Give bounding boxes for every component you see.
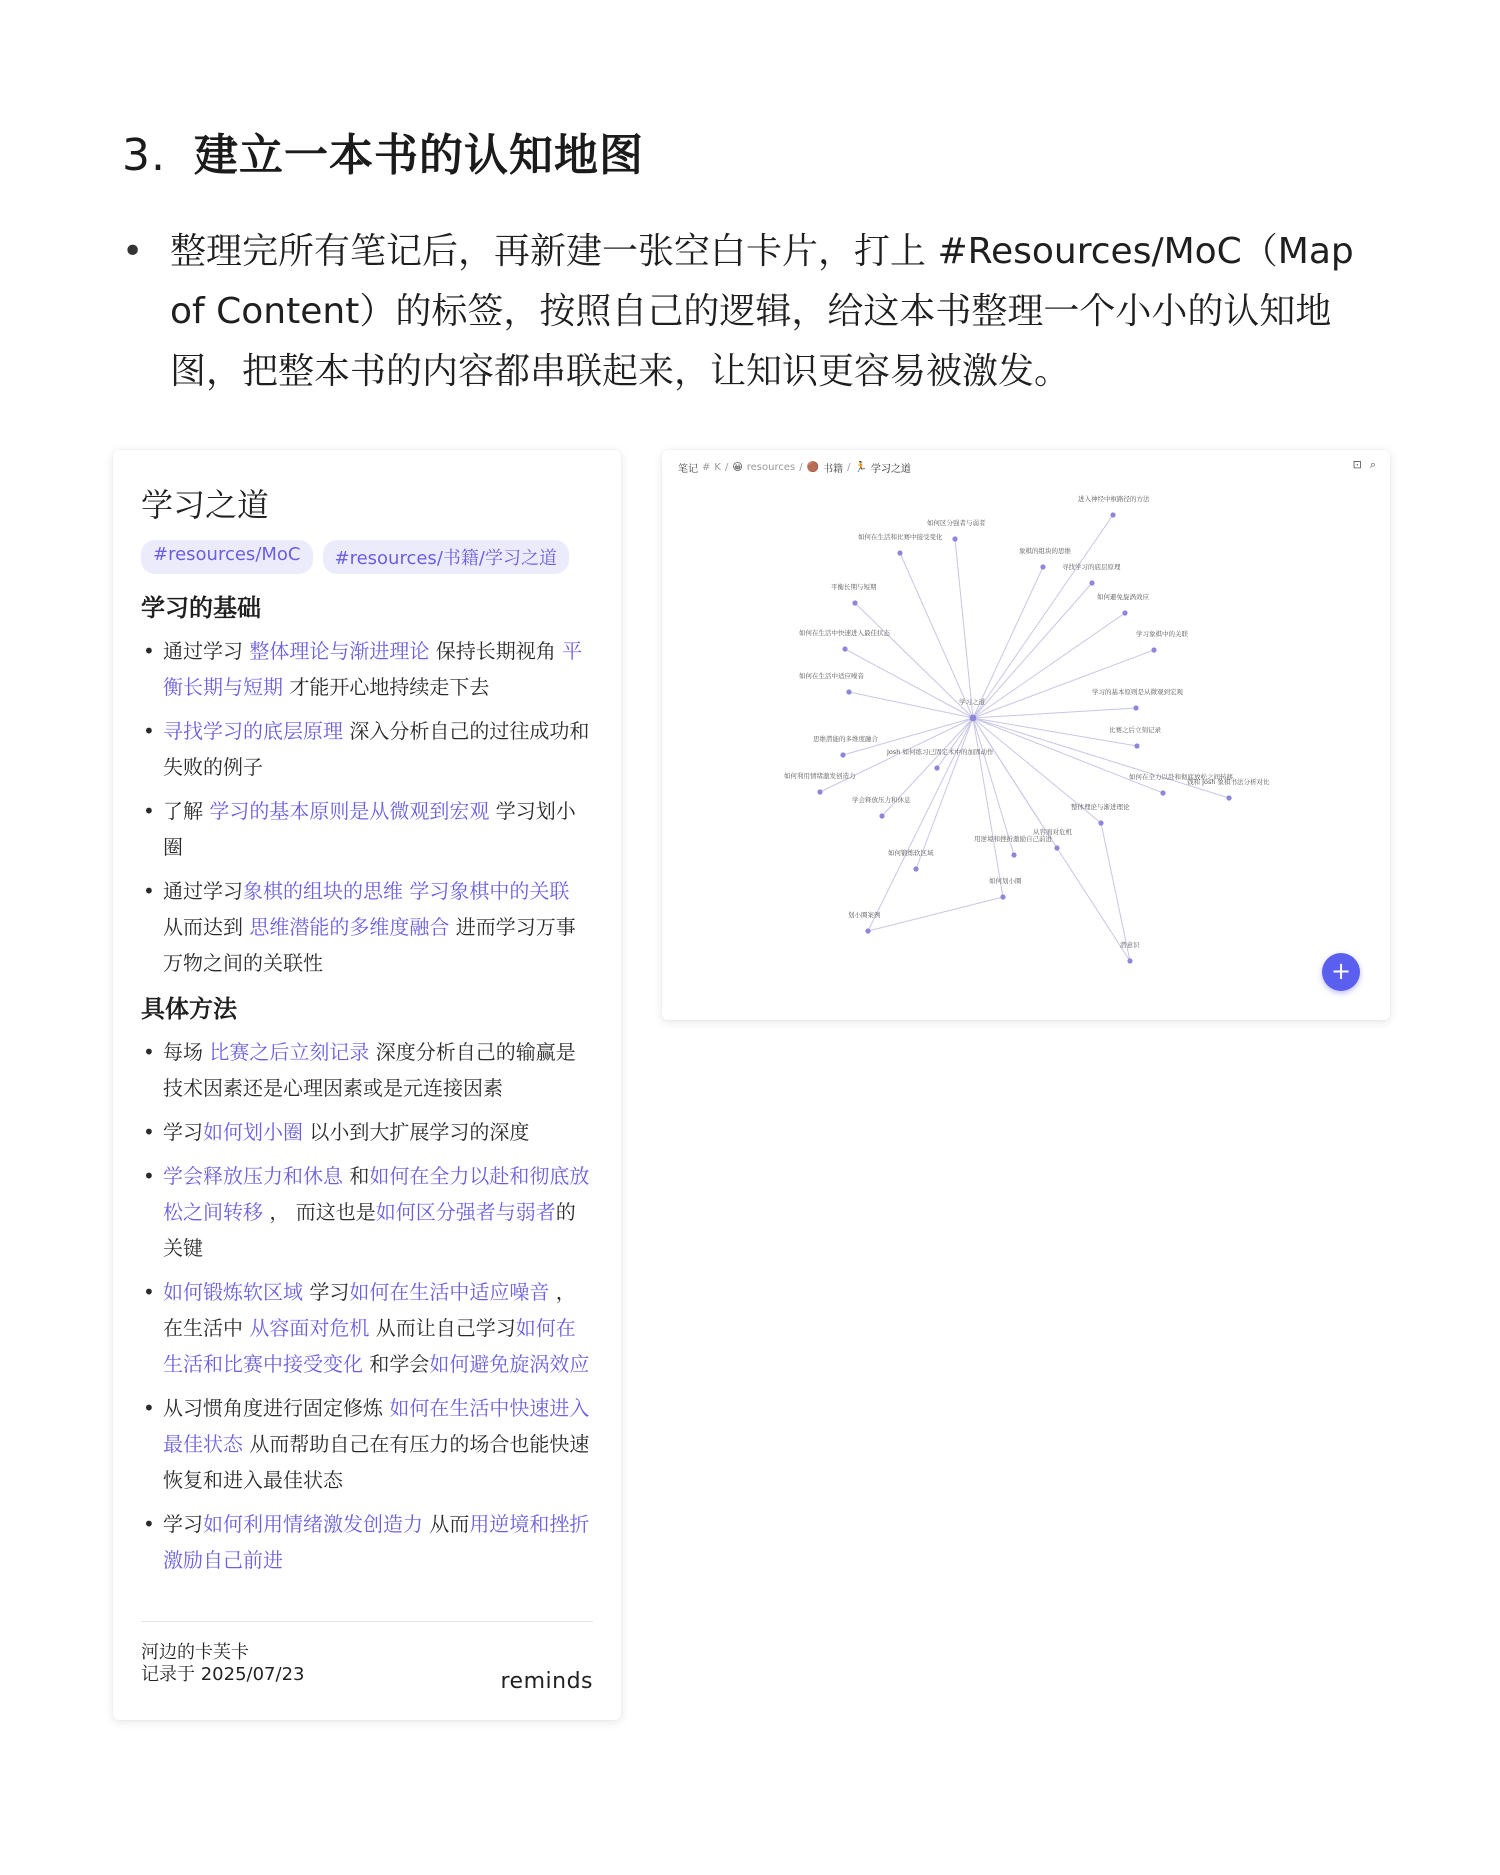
graph-node-label: 如何划小圈 (989, 877, 1022, 885)
graph-node-label: 整体理论与渐进理论 (1071, 803, 1130, 811)
graph-node[interactable] (865, 928, 870, 933)
note-text: 通过学习 (163, 639, 250, 663)
graph-node[interactable] (1040, 564, 1045, 569)
note-text: 的关键 (163, 1200, 576, 1260)
graph-node[interactable] (1098, 820, 1103, 825)
graph-edge (868, 897, 1003, 931)
graph-edge (845, 649, 973, 718)
breadcrumb-item[interactable]: 学习之道 (870, 464, 911, 475)
graph-node-label: 划小圈案例 (848, 911, 881, 919)
note-link[interactable]: 象棋的组块的思维 (243, 879, 403, 903)
list-item (141, 1114, 593, 1150)
note-list (141, 633, 593, 981)
graph-node[interactable] (1054, 845, 1059, 850)
graph-node-label: 如何在生活和比赛中接受变化 (858, 533, 943, 541)
note-text: 学习 (163, 1512, 203, 1536)
graph-node-label: 象棋的组块的思维 (1019, 547, 1071, 555)
breadcrumb-item[interactable]: K (714, 462, 721, 473)
bullet-icon: • (122, 231, 144, 272)
breadcrumb-item[interactable]: resources (746, 462, 796, 473)
breadcrumb-item[interactable]: 🟤 (806, 462, 820, 473)
graph-node[interactable] (952, 536, 957, 541)
graph-edge (900, 553, 973, 718)
bullet-icon: • (143, 1396, 155, 1420)
note-text: 每场 (163, 1040, 210, 1064)
note-text: 从而让自己学习 (369, 1316, 516, 1340)
bullet-icon: • (143, 719, 155, 743)
graph-node[interactable] (897, 550, 902, 555)
note-text: 深度分析自己的输赢是技术因素还是心理因素或是元连接因素 (163, 1040, 576, 1100)
graph-node[interactable] (1089, 580, 1094, 585)
note-link[interactable]: 如何在生活和比赛中接受变化 (163, 1316, 576, 1376)
note-link[interactable]: 学习象棋中的关联 (409, 879, 570, 903)
graph-edge (973, 708, 1136, 718)
graph-node-label: 学会释放压力和休息 (852, 796, 911, 804)
list-item (141, 1390, 593, 1498)
graph-node-label: 如何在生活中适应噪音 (799, 672, 864, 680)
note-link[interactable]: 如何避免旋涡效应 (429, 1352, 590, 1376)
note-text: 从而 (423, 1512, 470, 1536)
note-text: 学习 (303, 1280, 350, 1304)
graph-node[interactable] (1000, 894, 1005, 899)
graph-edge (855, 603, 973, 718)
bullet-icon: • (143, 879, 155, 903)
section-title: 具体方法 (141, 995, 237, 1023)
heading-number: 3. (122, 130, 166, 181)
search-icon[interactable]: ⌕ (1369, 458, 1376, 471)
note-link[interactable]: 寻找学习的底层原理 (163, 719, 343, 743)
graph-node-label: 寻找学习的底层原理 (1062, 563, 1121, 571)
note-text: 保持长期视角 (429, 639, 563, 663)
breadcrumb-item[interactable]: # (702, 462, 711, 473)
note-link[interactable]: 如何划小圈 (203, 1120, 303, 1144)
graph-node[interactable] (1011, 852, 1016, 857)
note-text: 学习划小圈 (163, 799, 576, 859)
list-item (141, 1158, 593, 1266)
graph-node-label: 比赛之后立刻记录 (1109, 726, 1161, 734)
note-text: 通过学习 (163, 879, 243, 903)
tag-list (141, 540, 593, 574)
breadcrumb-item[interactable]: / (799, 462, 803, 473)
note-text: ， 而这也是 (263, 1200, 376, 1224)
list-item (141, 1274, 593, 1382)
breadcrumb-item[interactable]: 笔记 (678, 464, 698, 475)
graph-node-label: 如何在全力以赴和彻底放松之间转移 (1129, 773, 1233, 781)
list-item (141, 1506, 593, 1578)
graph-edge (955, 539, 973, 718)
knowledge-graph[interactable] (662, 450, 1390, 1020)
note-text: 了解 (163, 799, 210, 823)
graph-toolbar (1353, 458, 1376, 472)
graph-node-label: 钱和 Josh 象棋书法分析对比 (1187, 778, 1270, 786)
graph-edge (973, 718, 1229, 798)
bullet-icon: • (143, 1120, 155, 1144)
graph-center-node[interactable] (970, 715, 977, 722)
breadcrumb-item[interactable]: / (847, 462, 851, 473)
list-item (141, 1034, 593, 1106)
layout-icon[interactable]: ⊡ (1352, 458, 1362, 471)
breadcrumb-item[interactable]: 🏃 (854, 462, 867, 473)
note-link[interactable]: 如何利用情绪激发创造力 (203, 1512, 423, 1536)
graph-edge (916, 718, 973, 869)
graph-node-label: Josh 如何练习已固定术中的加固动作 (887, 748, 994, 756)
intro-text: 整理完所有笔记后，再新建一张空白卡片，打上 #Resources/MoC（Map of Content）的标签，按照自己的逻辑，给这本书整理一个小小的认知地图，把整本书的内容都串联起来，让知识更容易被激发。 (170, 231, 1354, 392)
section-title: 学习的基础 (141, 594, 261, 622)
heading-title: 建立一本书的认知地图 (193, 130, 644, 181)
graph-node[interactable] (842, 646, 847, 651)
tag-book[interactable]: #resources/书籍/学习之道 (323, 540, 569, 574)
bullet-icon: • (143, 799, 155, 823)
breadcrumb-item[interactable]: 😀 (732, 462, 743, 473)
graph-node-label: 学习的基本原则是从微观到宏观 (1092, 688, 1183, 696)
graph-node-label: 如何利用情绪激发创造力 (784, 772, 856, 780)
note-list (141, 1034, 593, 1578)
graph-edge (937, 718, 973, 768)
bullet-icon: • (143, 1280, 155, 1304)
note-text: ，在生活中 (163, 1280, 576, 1340)
graph-node-label: 潜意识 (1120, 941, 1140, 949)
note-text: 从习惯角度进行固定修炼 (163, 1396, 390, 1420)
note-link[interactable]: 学习的基本原则是从微观到宏观 (209, 799, 490, 823)
list-item (141, 793, 593, 865)
graph-node[interactable] (1133, 705, 1138, 710)
note-text: 深入分析自己的过往成功和失败的例子 (163, 719, 590, 779)
graph-node[interactable] (1122, 610, 1127, 615)
note-title: 学习之道 (141, 486, 270, 524)
note-link[interactable]: 如何在生活中适应噪音 (349, 1280, 550, 1304)
graph-node[interactable] (934, 765, 939, 770)
graph-node[interactable] (1110, 512, 1115, 517)
graph-node[interactable] (1134, 743, 1139, 748)
note-text: 才能开心地持续走下去 (283, 675, 490, 699)
bullet-icon: • (143, 639, 155, 663)
note-text: 从而达到 (163, 915, 250, 939)
graph-node-label: 学习象棋中的关联 (1136, 630, 1188, 638)
graph-node[interactable] (913, 866, 918, 871)
graph-node-label: 用逆境和挫折激励自己前进 (974, 835, 1052, 843)
note-link[interactable]: 如何在生活中快速进入最佳状态 (163, 1396, 590, 1456)
note-text: 从而帮助自己在有压力的场合也能快速恢复和进入最佳状态 (163, 1432, 590, 1492)
graph-node[interactable] (1160, 790, 1165, 795)
graph-edge (973, 718, 1003, 897)
graph-node-label: 思维潜能的多维度融合 (813, 735, 878, 743)
breadcrumb (678, 460, 911, 475)
note-text: 进而学习万事万物之间的关联性 (163, 915, 576, 975)
note-card (113, 450, 621, 1720)
add-button[interactable]: + (1322, 953, 1360, 991)
bullet-icon: • (143, 1164, 155, 1188)
note-link[interactable]: 如何锻炼软区域 (163, 1280, 303, 1304)
intro-paragraph (122, 222, 1392, 402)
graph-node[interactable] (879, 813, 884, 818)
graph-node[interactable] (817, 789, 822, 794)
record-date: 记录于 2025/07/23 (141, 1664, 305, 1685)
card-footer (141, 1621, 593, 1698)
note-body (141, 588, 593, 1578)
graph-node[interactable] (1151, 647, 1156, 652)
list-item (141, 713, 593, 785)
note-link[interactable]: 从容面对危机 (249, 1316, 370, 1340)
author-name: 河边的卡芙卡 (141, 1642, 249, 1663)
section-heading (122, 128, 644, 184)
graph-node-label: 进入神经中枢路径的方法 (1078, 495, 1150, 503)
note-link[interactable]: 如何区分强者与弱者 (375, 1200, 556, 1224)
bullet-icon: • (143, 1040, 155, 1064)
list-item (141, 633, 593, 705)
note-link[interactable]: 思维潜能的多维度融合 (249, 915, 450, 939)
graph-node-label: 从容面对危机 (1033, 828, 1072, 836)
note-text: 以小到大扩展学习的深度 (303, 1120, 530, 1144)
note-link[interactable]: 学会释放压力和休息 (163, 1164, 343, 1188)
note-text: 和学会 (363, 1352, 430, 1376)
brand-logo: reminds (500, 1669, 593, 1694)
graph-edge (973, 613, 1125, 718)
graph-node[interactable] (1127, 958, 1132, 963)
note-text: 学习 (163, 1120, 203, 1144)
list-item (141, 873, 593, 981)
note-text: 和 (343, 1164, 370, 1188)
graph-edge (973, 583, 1092, 718)
graph-edge (849, 692, 973, 718)
note-link[interactable]: 整体理论与渐进理论 (249, 639, 430, 663)
note-link[interactable]: 用逆境和挫折激励自己前进 (163, 1512, 590, 1572)
note-link[interactable]: 平衡长期与短期 (163, 639, 583, 699)
graph-node-label: 如何避免旋涡效应 (1097, 593, 1149, 601)
graph-node-label: 如何锻炼软区域 (888, 849, 934, 857)
graph-node[interactable] (846, 689, 851, 694)
tag-moc[interactable]: #resources/MoC (141, 540, 313, 574)
graph-node[interactable] (840, 752, 845, 757)
graph-node[interactable] (852, 600, 857, 605)
graph-node[interactable] (1226, 795, 1231, 800)
note-link[interactable]: 比赛之后立刻记录 (209, 1040, 370, 1064)
note-link[interactable]: 如何在全力以赴和彻底放松之间转移 (163, 1164, 590, 1224)
graph-view-panel (662, 450, 1390, 1020)
breadcrumb-item[interactable]: / (724, 462, 729, 473)
graph-node-label: 如何区分强者与弱者 (927, 519, 986, 527)
graph-node-label: 如何在生活中快速进入最佳状态 (799, 629, 890, 637)
breadcrumb-item[interactable]: 书籍 (823, 464, 844, 475)
graph-node-label: 学习之道 (959, 698, 985, 706)
graph-node-label: 平衡长期与短期 (831, 583, 877, 591)
bullet-icon: • (143, 1512, 155, 1536)
